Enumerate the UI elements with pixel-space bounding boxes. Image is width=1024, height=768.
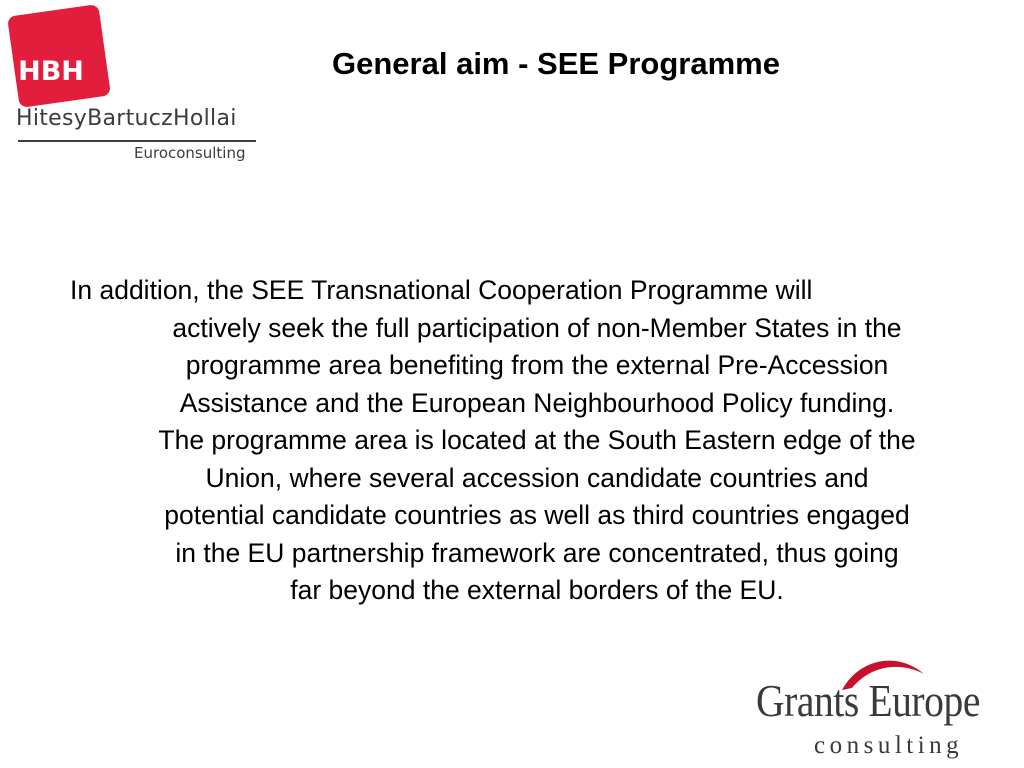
hbh-company-subtitle: Euroconsulting <box>134 144 246 162</box>
body-line: Assistance and the European Neighbourhood Policy funding. <box>179 387 895 418</box>
slide-title: General aim - SEE Programme <box>332 46 780 81</box>
body-line: programme area benefiting from the external Pre-Accession <box>185 350 889 380</box>
body-line: in the EU partnership framework are concentrated, thus going <box>175 537 899 568</box>
grants-europe-subtitle: consulting <box>814 732 964 759</box>
hbh-badge-text: HBH <box>18 56 84 87</box>
grants-europe-logo <box>752 652 1016 764</box>
body-line: actively seek the full participation of non-Member States in the <box>172 312 902 343</box>
body-line: potential candidate countries as well as third countries engaged <box>164 500 910 530</box>
body-paragraph <box>60 272 1014 610</box>
hbh-company-name: HitesyBartuczHollai <box>16 106 237 131</box>
hbh-logo <box>10 10 260 170</box>
body-line: The programme area is located at the South Eastern edge of the <box>158 425 916 455</box>
body-line: Union, where several accession candidate countries and <box>205 462 869 493</box>
grants-europe-name: Grants Europe <box>756 675 981 726</box>
body-line: far beyond the external borders of the EU. <box>290 575 784 605</box>
body-line: In addition, the SEE Transnational Cooperation Programme will <box>70 275 813 305</box>
hbh-divider <box>18 140 256 142</box>
